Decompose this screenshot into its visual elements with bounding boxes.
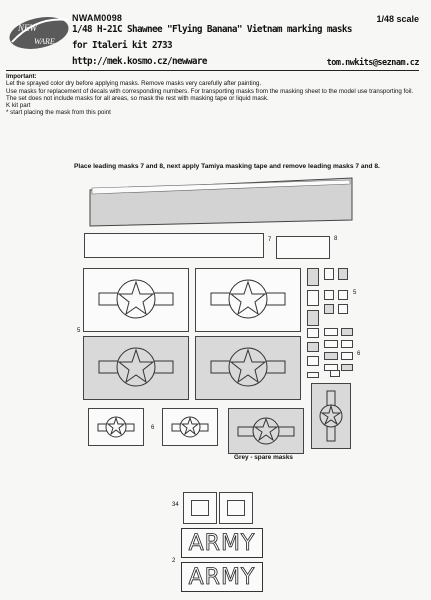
small-insignia-mask bbox=[88, 408, 144, 446]
small-mask bbox=[307, 328, 319, 338]
logo-text-new: NEW bbox=[18, 23, 37, 33]
leading-mask-7 bbox=[84, 233, 264, 258]
small-mask bbox=[307, 372, 319, 378]
instruction-line: * start placing the mask from this point bbox=[6, 109, 111, 117]
label-2: 2 bbox=[172, 558, 176, 564]
spare-star-and-bar-insignia-mask bbox=[83, 336, 189, 400]
small-spare-mask bbox=[307, 268, 319, 286]
small-mask bbox=[338, 304, 348, 314]
small-mask bbox=[338, 290, 348, 300]
small-spare-mask bbox=[324, 304, 334, 314]
small-mask bbox=[330, 370, 340, 377]
header-divider bbox=[6, 70, 419, 71]
instructions-heading: Important: bbox=[6, 73, 37, 80]
scale-label: 1/48 scale bbox=[376, 14, 419, 24]
small-mask bbox=[341, 340, 353, 348]
small-mask bbox=[307, 356, 319, 366]
leading-mask-8 bbox=[276, 236, 330, 259]
army-lettering-mask: ARMY bbox=[181, 562, 263, 592]
placement-instruction: Place leading masks 7 and 8, next apply Tamiya masking tape and remove leading masks 7 and 8. bbox=[74, 163, 380, 170]
instructions-block bbox=[6, 73, 426, 117]
logo-text-ware: WARE bbox=[34, 37, 55, 46]
spare-masks-caption: Grey - spare masks bbox=[234, 454, 293, 461]
instruction-line: Use masks for replacement of decals with corresponding numbers. For transporting masks from the masking sheet to the model use transporting foil. bbox=[6, 87, 414, 95]
contact-email: tom.nwkits@seznam.cz bbox=[326, 58, 419, 68]
small-spare-mask bbox=[338, 268, 348, 280]
label-34: 34 bbox=[172, 502, 179, 508]
square-frame-inner bbox=[227, 500, 245, 516]
square-frame-mask bbox=[183, 492, 217, 524]
spare-star-and-bar-insignia-mask bbox=[195, 336, 301, 400]
spare-insignia-mask bbox=[228, 408, 304, 454]
small-spare-mask bbox=[307, 310, 319, 326]
small-mask bbox=[324, 328, 338, 336]
label-5: 5 bbox=[77, 328, 81, 334]
vertical-insignia-mask bbox=[311, 383, 351, 449]
label-6: 6 bbox=[357, 351, 361, 357]
label-8: 8 bbox=[334, 236, 338, 242]
small-mask bbox=[341, 352, 353, 360]
instruction-line: Let the sprayed color dry before applying masks. Remove masks very carefully after painting. bbox=[6, 80, 262, 88]
small-mask bbox=[324, 340, 338, 348]
small-mask bbox=[307, 290, 319, 306]
label-7: 7 bbox=[268, 237, 272, 243]
small-insignia-mask bbox=[162, 408, 218, 446]
label-6: 6 bbox=[151, 425, 155, 431]
small-spare-mask bbox=[307, 342, 319, 352]
label-5: 5 bbox=[353, 290, 357, 296]
small-spare-mask bbox=[341, 328, 353, 336]
square-frame-inner bbox=[191, 500, 209, 516]
star-and-bar-insignia-mask bbox=[83, 268, 189, 332]
small-mask bbox=[324, 268, 334, 280]
small-mask bbox=[324, 290, 334, 300]
star-and-bar-insignia-mask bbox=[195, 268, 301, 332]
newware-logo bbox=[6, 12, 72, 54]
product-code: NWAM0098 bbox=[72, 13, 123, 23]
small-spare-mask bbox=[324, 352, 338, 360]
website-url: http://mek.kosmo.cz/newware bbox=[72, 56, 207, 67]
kit-reference: for Italeri kit 2733 bbox=[72, 40, 172, 51]
instruction-line: The set does not include masks for all areas, so mask the rest with masking tape or liquid mask. bbox=[6, 94, 269, 102]
army-lettering-mask: ARMY bbox=[181, 528, 263, 558]
product-title: 1/48 H-21C Shawnee "Flying Banana" Vietnam marking masks bbox=[72, 24, 352, 35]
square-frame-mask bbox=[219, 492, 253, 524]
small-spare-mask bbox=[341, 364, 353, 371]
instruction-line: K kit part bbox=[6, 102, 31, 110]
leading-mask-strip-top bbox=[88, 176, 354, 228]
